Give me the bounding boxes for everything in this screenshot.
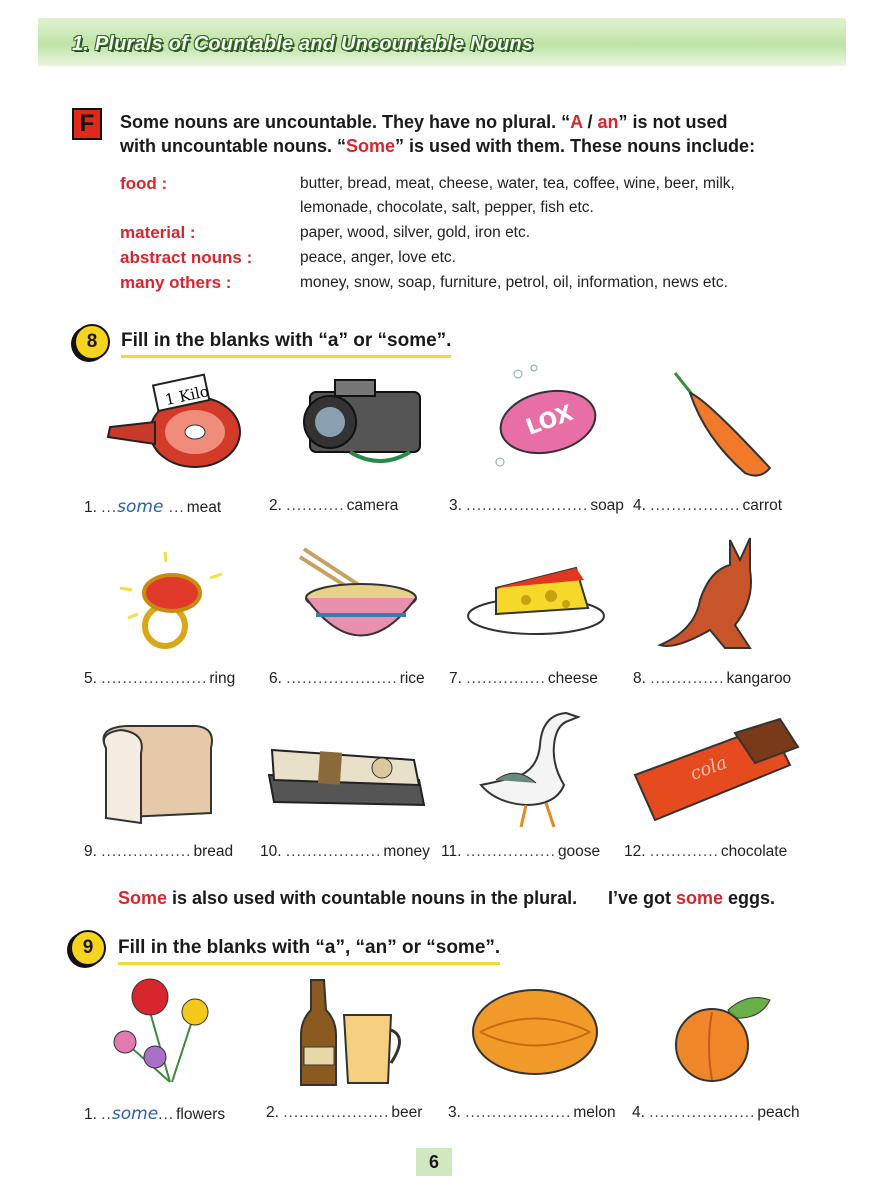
countable-note: Some is also used with countable nouns in the plural. bbox=[118, 888, 578, 908]
exercise-9-title: Fill in the blanks with “a”, “an” or “some”. bbox=[118, 937, 500, 965]
blank-camera[interactable]: ........... bbox=[286, 497, 345, 514]
category-material-value: paper, wood, silver, gold, iron etc. bbox=[300, 224, 531, 241]
countable-example: I’ve got some eggs. bbox=[608, 888, 776, 908]
category-others-label: many others : bbox=[120, 273, 232, 292]
category-others-value: money, snow, soap, furniture, petrol, oil, information, news etc. bbox=[300, 274, 728, 291]
item-ring: 5. .................... ring bbox=[84, 670, 236, 687]
item-money: 10. .................. money bbox=[260, 843, 430, 860]
flowers-icon bbox=[100, 972, 220, 1092]
cheese-icon bbox=[466, 558, 606, 638]
item-rice: 6. ..................... rice bbox=[269, 670, 425, 687]
blank-ring[interactable]: .................... bbox=[101, 670, 208, 687]
rice-icon bbox=[296, 543, 426, 658]
item-kangaroo: 8. .............. kangaroo bbox=[633, 670, 792, 687]
category-abstract-value: peace, anger, love etc. bbox=[300, 249, 456, 266]
category-abstract-label: abstract nouns : bbox=[120, 248, 253, 267]
item-bread: 9. ................. bread bbox=[84, 843, 234, 860]
category-food-label: food : bbox=[120, 174, 168, 193]
blank-goose[interactable]: ................. bbox=[465, 843, 556, 860]
item-goose: 11. ................. goose bbox=[441, 843, 601, 860]
chocolate-icon bbox=[630, 715, 800, 825]
section-f-rule: Some nouns are uncountable. They have no plural. “A / an” is not used with uncountable nouns. “Some” is used with them. These nouns include: bbox=[120, 112, 756, 156]
carrot-icon bbox=[665, 368, 785, 483]
answer-flowers[interactable]: some bbox=[111, 1104, 159, 1124]
item-cheese: 7. ............... cheese bbox=[449, 670, 598, 687]
exercise-8-number: 8 bbox=[74, 324, 110, 360]
section-f-badge: F bbox=[72, 108, 102, 140]
blank-beer[interactable]: .................... bbox=[283, 1104, 390, 1121]
answer-meat[interactable]: some bbox=[117, 497, 164, 517]
item-meat: 1. ...some ... meat bbox=[84, 497, 222, 517]
blank-money[interactable]: .................. bbox=[285, 843, 382, 860]
blank-chocolate[interactable]: ............. bbox=[649, 843, 719, 860]
meat-icon bbox=[100, 372, 250, 482]
blank-peach[interactable]: .................... bbox=[649, 1104, 756, 1121]
item-melon: 3. .................... melon bbox=[448, 1104, 616, 1121]
blank-bread[interactable]: ................. bbox=[101, 843, 192, 860]
page-title: 1. Plurals of Countable and Uncountable Nouns bbox=[72, 33, 534, 55]
peach-icon bbox=[668, 990, 778, 1085]
melon-icon bbox=[470, 985, 600, 1080]
soap-icon bbox=[478, 362, 618, 482]
ring-icon bbox=[110, 548, 230, 658]
category-food-value: butter, bread, meat, cheese, water, tea, coffee, wine, beer, milk, lemonade, chocolate, salt, pepper, fish etc. bbox=[300, 175, 735, 216]
bread-icon bbox=[86, 718, 221, 828]
blank-rice[interactable]: ..................... bbox=[286, 670, 398, 687]
item-flowers: 1. ..some... flowers bbox=[84, 1104, 226, 1124]
item-peach: 4. .................... peach bbox=[632, 1104, 800, 1121]
item-camera: 2. ........... camera bbox=[269, 497, 399, 514]
beer-icon bbox=[296, 975, 411, 1090]
page-number: 6 bbox=[416, 1148, 452, 1176]
kangaroo-icon bbox=[655, 530, 785, 660]
svg-text:1 Kilo: 1 Kilo bbox=[163, 382, 211, 410]
item-chocolate: 12. ............. chocolate bbox=[624, 843, 788, 860]
item-beer: 2. .................... beer bbox=[266, 1104, 423, 1121]
exercise-8-title: Fill in the blanks with “a” or “some”. bbox=[121, 330, 451, 358]
camera-icon bbox=[290, 372, 430, 472]
svg-text:cola: cola bbox=[687, 752, 730, 785]
svg-text:LOX: LOX bbox=[522, 400, 577, 441]
exercise-9-number: 9 bbox=[70, 930, 106, 966]
item-soap: 3. ....................... soap bbox=[449, 497, 624, 514]
blank-kangaroo[interactable]: .............. bbox=[650, 670, 725, 687]
money-icon bbox=[264, 730, 429, 815]
category-material-label: material : bbox=[120, 223, 196, 242]
item-carrot: 4. ................. carrot bbox=[633, 497, 783, 514]
blank-cheese[interactable]: ............... bbox=[466, 670, 546, 687]
blank-carrot[interactable]: ................. bbox=[650, 497, 741, 514]
blank-soap[interactable]: ....................... bbox=[466, 497, 589, 514]
goose-icon bbox=[476, 705, 586, 830]
blank-melon[interactable]: .................... bbox=[465, 1104, 572, 1121]
